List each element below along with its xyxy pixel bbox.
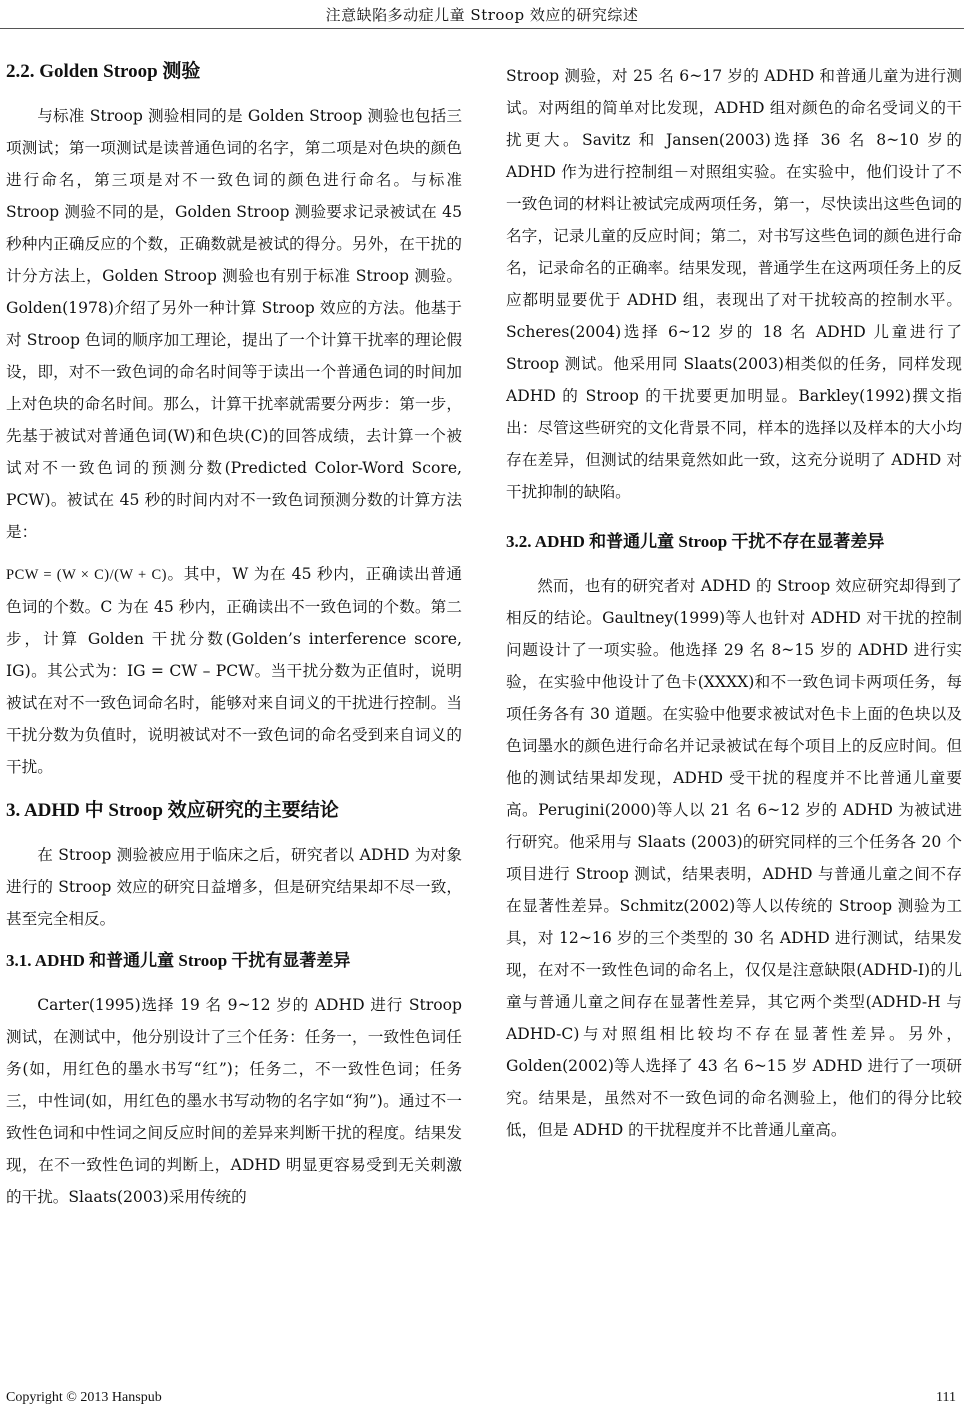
section-3-2-paragraph-1: 然而，也有的研究者对 ADHD 的 Stroop 效应研究却得到了相反的结论。Gaultney(1999)等人也针对 ADHD 对干扰的控制问题设计了一项实验。他选择 29 名 8~15 岁的 ADHD 进行实验，在实验中他设计了色卡(XXXX)和不一致色词卡两项任务，每项任务各有 30 道题。在实验中他要求被试对色卡上面的色块以及色词墨水的颜色进行命名并记录被试在每个项目上的反应时间。但他的测试结果却发现，ADHD 受干扰的程度并不比普通儿童要高。Perugini(2000)等人以 21 名 6~12 岁的 ADHD 为被试进行研究。他采用与 Slaats (2003)的研究同样的三个任务各 20 个项目进行 Stroop 测试，结果表明，ADHD 与普通儿童之间不存在显著性差异。Schmitz(2002)等人以传统的 Stroop 测验为工具，对 12~16 岁的三个类型的 30 名 ADHD 进行测试，结果发现，在对不一致性色词的命名上，仅仅是注意缺限(ADHD-I)的儿童与普通儿童之间存在显著性差异，其它两个类型(ADHD-H 与 ADHD-C)与对照组相比较均不存在显著性差异。另外，Golden(2002)等人选择了 43 名 6~15 岁 ADHD 进行了一项研究。结果是，虽然对不一致色词的命名测验上，他们的得分比较低，但是 ADHD 的干扰程度并不比普通儿童高。 [506, 577, 962, 1139]
left-column [6, 56, 462, 1223]
running-header: 注意缺陷多动症儿童 Stroop 效应的研究综述 [325, 6, 639, 24]
section-2-2-title: 2.2. Golden Stroop 测验 [6, 61, 201, 82]
pcw-formula: PCW = (W × C)/(W + C) [6, 567, 167, 583]
section-3-title: 3. ADHD 中 Stroop 效应研究的主要结论 [6, 800, 339, 821]
page-number: 111 [936, 1390, 956, 1405]
right-column [506, 60, 962, 1156]
section-2-2-paragraph-2: 。其中，W 为在 45 秒内，正确读出普通色词的个数。C 为在 45 秒内，正确读出不一致色词的个数。第二步，计算 Golden 干扰分数(Golden’s interference score, IG)。其公式为：IG = CW – PCW。当干扰分数为正值时，说明被试在对不一致色词命名时，能够对来自词义的干扰进行控制。当干扰分数为负值时，说明被试对不一致色词的命名受到来自词义的干扰。 [6, 565, 462, 776]
section-3-1-paragraph-1-continued: Stroop 测验，对 25 名 6~17 岁的 ADHD 和普通儿童为进行测试。对两组的简单对比发现，ADHD 组对颜色的命名受词义的干扰更大。Savitz 和 Jansen(2003)选择 36 名 8~10 岁的 ADHD 作为进行控制组－对照组实验。在实验中，他们设计了不一致色词的材料让被试完成两项任务，第一，尽快读出这些色词的名字，记录儿童的反应时间；第二，对书写这些色词的颜色进行命名，记录命名的正确率。结果发现，普通学生在这两项任务上的反应都明显要优于 ADHD 组，表现出了对干扰较高的控制水平。Scheres(2004)选择 6~12 岁的 18 名 ADHD 儿童进行了 Stroop 测试。他采用同 Slaats(2003)相类似的任务，同样发现 ADHD 的 Stroop 的干扰要更加明显。Barkley(1992)撰文指出：尽管这些研究的文化背景不同，样本的选择以及样本的大小均存在差异，但测试的结果竟然如此一致，这充分说明了 ADHD 对干扰抑制的缺陷。 [506, 67, 962, 501]
section-3-paragraph-1: 在 Stroop 测验被应用于临床之后，研究者以 ADHD 为对象进行的 Stroop 效应的研究日益增多，但是研究结果却不尽一致，甚至完全相反。 [6, 846, 462, 928]
section-3-1-paragraph-1: Carter(1995)选择 19 名 9~12 岁的 ADHD 进行 Stroop 测试，在测试中，他分别设计了三个任务：任务一，一致性色词任务(如，用红色的墨水书写“红”)；任务二，不一致性色词；任务三，中性词(如，用红色的墨水书写动物的名字如“狗”)。通过不一致性色词和中性词之间反应时间的差异来判断干扰的程度。结果发现，在不一致性色词的判断上，ADHD 明显更容易受到无关刺激的干扰。Slaats(2003)采用传统的 [6, 996, 462, 1206]
formula-paragraph [6, 558, 462, 783]
copyright-footer: Copyright © 2013 Hanspub [6, 1390, 162, 1405]
section-3-2-title: 3.2. ADHD 和普通儿童 Stroop 干扰不存在显著差异 [506, 532, 885, 551]
header-rule [0, 28, 964, 29]
section-3-1-title: 3.1. ADHD 和普通儿童 Stroop 干扰有显著差异 [6, 951, 351, 970]
section-2-2-paragraph-1: 与标准 Stroop 测验相同的是 Golden Stroop 测验也包括三项测试；第一项测试是读普通色词的名字，第二项是对色块的颜色进行命名，第三项是对不一致色词的颜色进行命名。与标准 Stroop 测验不同的是，Golden Stroop 测验要求记录被试在 45 秒种内正确反应的个数，正确数就是被试的得分。另外，在干扰的计分方法上，Golden Stroop 测验也有别于标准 Stroop 测验。Golden(1978)介绍了另外一种计算 Stroop 效应的方法。他基于对 Stroop 色词的顺序加工理论，提出了一个计算干扰率的理论假设，即，对不一致色词的命名时间等于读出一个普通色词的时间加上对色块的命名时间。那么，计算干扰率就需要分两步：第一步，先基于被试对普通色词(W)和色块(C)的回答成绩，去计算一个被试对不一致色词的预测分数(Predicted Color-Word Score, PCW)。被试在 45 秒的时间内对不一致色词预测分数的计算方法是： [6, 107, 462, 541]
